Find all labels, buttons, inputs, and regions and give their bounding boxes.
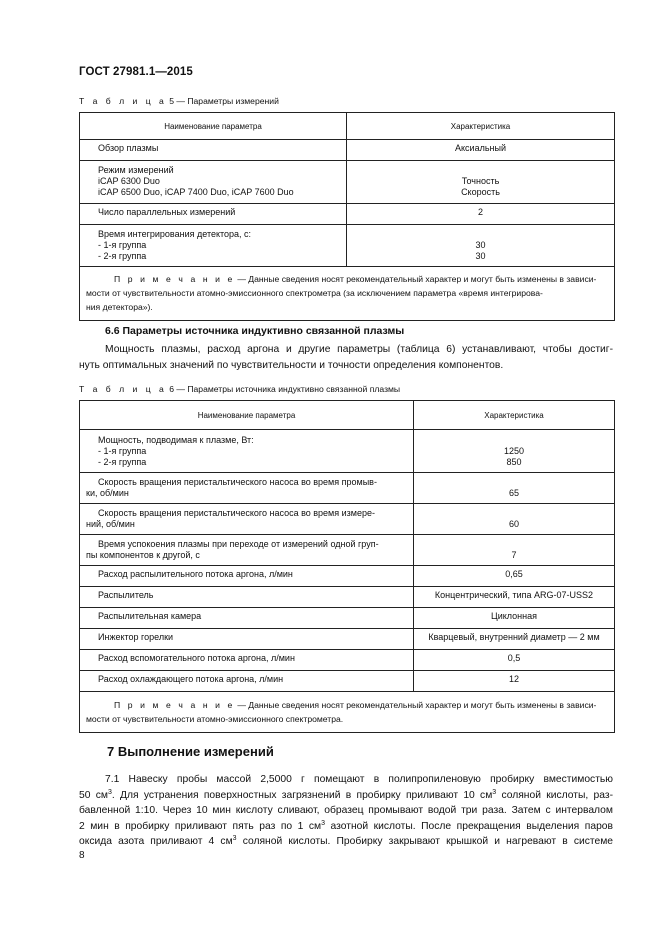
table6-r1-value: 65 <box>508 488 519 498</box>
table5-r3-name-2: - 2-я группа <box>98 251 147 261</box>
superscript: 3 <box>492 788 497 796</box>
table6-r0-value-0: 1250 <box>503 446 525 456</box>
page-number: 8 <box>79 850 85 861</box>
table6-r8-name: Расход вспомогательного потока аргона, л/мин <box>98 653 295 663</box>
table5-note-line-0: — Данные сведения носят рекомендательный характер и могут быть изменены в зависи- <box>237 274 597 284</box>
table6-r5-name: Распылитель <box>98 590 154 600</box>
table-row <box>80 587 615 608</box>
table5-r0-name: Обзор плазмы <box>98 143 159 153</box>
table-row <box>80 504 615 535</box>
superscript: 3 <box>321 819 326 827</box>
table-row <box>80 629 615 650</box>
table-row <box>80 225 615 267</box>
table5-r1-name-0: Режим измерений <box>98 165 174 175</box>
table5 <box>79 112 615 321</box>
table5-head-value: Характеристика <box>347 113 615 140</box>
table5-caption <box>79 96 279 106</box>
table6-r5-value: Концентрический, типа ARG-07-USS2 <box>434 590 594 600</box>
table6-r0-name-0: Мощность, подводимая к плазме, Вт: <box>98 435 254 445</box>
text-run: соляной кислоты. Пробирку закрывают крышкой и нагревают в системе <box>236 836 614 847</box>
table6-note-label: П р и м е ч а н и е <box>114 700 235 710</box>
table5-r1-name-2: iCAP 6500 Duo, iCAP 7400 Duo, iCAP 7600 Duo <box>98 187 294 197</box>
table5-r3-name-1: - 1-я группа <box>98 240 147 250</box>
table6 <box>79 400 615 733</box>
text-run: 7.1 Навеску пробы массой 2,5000 г помещают в полипропиленовую пробирку вместимостью <box>105 774 613 785</box>
table6-caption <box>79 384 400 394</box>
paragraph-line <box>79 834 613 850</box>
table-row <box>80 671 615 692</box>
document-header: ГОСТ 27981.1—2015 <box>79 66 193 78</box>
table6-note-line-1: мости от чувствительности атомно-эмиссионного спектрометра. <box>86 714 344 724</box>
text-run: 2 мин в пробирку приливают пять раз по 1 см <box>79 820 322 832</box>
table6-note-row <box>80 692 615 733</box>
table6-head-name: Наименование параметра <box>80 401 414 430</box>
text-run: бавленной 1:10. Через 10 мин кислоту сливают, образец промывают водой три раза. Затем с интервалом <box>79 805 613 816</box>
table-row <box>80 430 615 473</box>
paragraph-line: нуть оптимальных значений по чувствительности и точности определения компонентов. <box>79 359 504 371</box>
text-run: азотной кислоты. После прекращения выделения паров <box>325 820 613 832</box>
table5-note <box>80 267 615 321</box>
table6-r2-name-1: ний, об/мин <box>86 519 135 529</box>
table5-r1-value-0: Точность <box>461 176 500 186</box>
section-6-6-heading: 6.6 Параметры источника индуктивно связанной плазмы <box>105 325 405 337</box>
table5-r2-value: 2 <box>477 207 483 217</box>
text-run: оксида азота приливают 4 см <box>79 836 233 847</box>
table6-note-line-0: — Данные сведения носят рекомендательный характер и могут быть изменены в зависи- <box>237 700 597 710</box>
section-7-paragraph <box>79 772 613 850</box>
table6-r3-name-0: Время успокоения плазмы при переходе от измерений одной груп- <box>98 539 379 549</box>
table6-r8-value: 0,5 <box>507 653 521 663</box>
table-row <box>80 161 615 204</box>
table5-head-name: Наименование параметра <box>80 113 347 140</box>
table5-note-line-1: мости от чувствительности атомно-эмиссионного спектрометра (за исключением параметра «время интегрирова- <box>86 288 543 298</box>
table6-r4-name: Расход распылительного потока аргона, л/мин <box>98 569 293 579</box>
table6-r1-name-1: ки, об/мин <box>86 488 129 498</box>
superscript: 3 <box>232 835 237 842</box>
text-run: 50 см <box>79 789 108 801</box>
paragraph-line <box>79 819 613 835</box>
table6-r2-name-0: Скорость вращения перистальтического насоса во время измере- <box>98 508 375 518</box>
table-row <box>80 650 615 671</box>
table6-note <box>80 692 615 733</box>
table6-r7-name: Инжектор горелки <box>98 632 174 642</box>
table-row <box>80 473 615 504</box>
table-row <box>80 608 615 629</box>
table5-caption-title: 5 — Параметры измерений <box>169 96 279 106</box>
table5-r1-name-1: iCAP 6300 Duo <box>98 176 160 186</box>
text-run: . Для устранения поверхностных загрязнений в пробирку приливают 10 см <box>111 789 493 801</box>
table6-r1-name-0: Скорость вращения перистальтического насоса во время промыв- <box>98 477 377 487</box>
table5-r2-name: Число параллельных измерений <box>98 207 236 217</box>
table6-r4-value: 0,65 <box>505 569 523 579</box>
paragraph-line: Мощность плазмы, расход аргона и другие параметры (таблица 6) устанавливают, чтобы достиг- <box>105 344 613 355</box>
paragraph-line <box>79 803 613 819</box>
table6-r0-value-1: 850 <box>506 457 522 467</box>
text-run: соляной кислоты, раз- <box>496 789 614 801</box>
table-row <box>80 204 615 225</box>
table5-r0-value: Аксиальный <box>455 143 506 153</box>
table5-note-label: П р и м е ч а н и е <box>114 274 235 284</box>
table5-r1-value-1: Скорость <box>461 187 500 197</box>
section-7-heading: 7 Выполнение измерений <box>107 744 274 759</box>
table6-r3-name-1: пы компонентов к другой, с <box>86 550 200 560</box>
table-row <box>80 140 615 161</box>
table6-r6-name: Распылительная камера <box>98 611 202 621</box>
table6-r7-value: Кварцевый, внутренний диаметр — 2 мм <box>428 632 600 642</box>
table6-r0-name-1: - 1-я группа <box>98 446 147 456</box>
table6-r3-value: 7 <box>511 550 517 560</box>
table6-caption-title: 6 — Параметры источника индуктивно связанной плазмы <box>169 384 401 394</box>
table-row <box>80 566 615 587</box>
paragraph-line <box>79 772 613 788</box>
section-6-6-paragraph <box>79 342 613 373</box>
table6-head-value: Характеристика <box>414 401 615 430</box>
table-row <box>80 535 615 566</box>
table5-r3-name-0: Время интегрирования детектора, с: <box>98 229 252 239</box>
table5-r3-value-1: 30 <box>475 251 486 261</box>
table5-note-line-2: ния детектора»). <box>86 302 153 312</box>
table6-caption-prefix: Т а б л и ц а <box>79 384 167 394</box>
table6-r9-value: 12 <box>508 674 519 684</box>
table6-r2-value: 60 <box>508 519 519 529</box>
paragraph-line <box>79 788 613 804</box>
table5-r3-value-0: 30 <box>475 240 486 250</box>
table5-note-row <box>80 267 615 321</box>
superscript: 3 <box>107 788 112 796</box>
table6-r6-value: Циклонная <box>491 611 537 621</box>
table5-caption-prefix: Т а б л и ц а <box>79 96 167 106</box>
table6-r0-name-2: - 2-я группа <box>98 457 147 467</box>
table6-r9-name: Расход охлаждающего потока аргона, л/мин <box>98 674 284 684</box>
